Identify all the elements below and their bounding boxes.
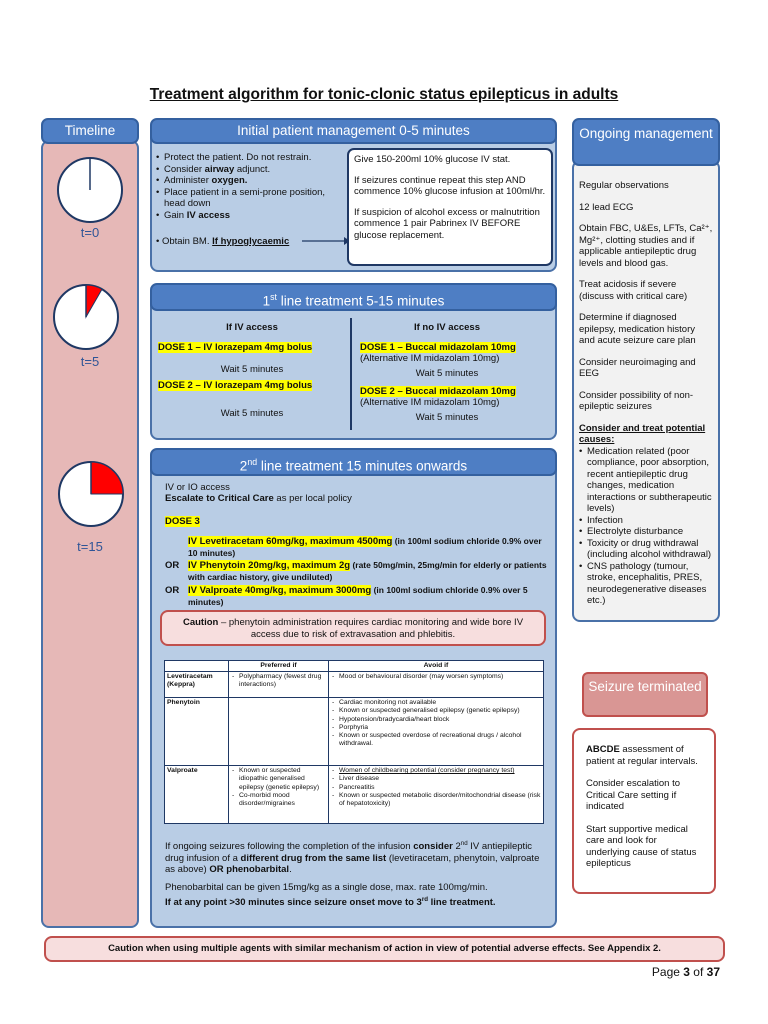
clock-elapsed-sector (91, 462, 123, 494)
iv-dose2: DOSE 2 – IV lorazepam 4mg bolus (158, 380, 313, 391)
ongoing-item: Consider neuroimaging and EEG (579, 356, 696, 379)
clock-t0-icon (55, 155, 125, 225)
escalation-text: Consider escalation to Critical Care setting if indicated (586, 778, 680, 812)
seizure-terminated-header: Seizure terminated (582, 672, 708, 717)
table-row: Phenytoin - Cardiac monitoring not available - Known or suspected generalised epilepsy (genetic epilepsy) - Hypotension/bradycardia/heart block - Porphyria - Known or suspected overdose of recreational drugs / alcohol withdrawal. (165, 698, 544, 766)
cause-item: • Toxicity or drug withdrawal (including alcohol withdrawal) (579, 538, 713, 561)
initial-bullet: • Consider airway adjunct. (156, 164, 336, 176)
no-iv-alt2: (Alternative IM midazolam 10mg) (360, 397, 500, 408)
or-label: OR (165, 560, 180, 571)
abcde-text: ABCDE assessment of patient at regular intervals. (586, 744, 698, 767)
clock-t15-icon (56, 459, 126, 529)
obtain-bm: • Obtain BM. If hypoglycaemic (156, 236, 290, 247)
valproate-dose: IV Valproate 40mg/kg, maximum 3000mg (in 100ml sodium chloride 0.9% over 5 minutes) (188, 585, 528, 607)
iv-wait2: Wait 5 minutes (220, 408, 284, 419)
clock-t5-icon (51, 282, 121, 352)
no-iv-wait2: Wait 5 minutes (415, 412, 479, 423)
second-line-header: 2nd line treatment 15 minutes onwards (150, 448, 557, 476)
iv-dose1: DOSE 1 – IV lorazepam 4mg bolus (158, 342, 313, 353)
iv-wait1: Wait 5 minutes (220, 364, 284, 375)
clock-t5-label: t=5 (80, 354, 100, 369)
causes-title: Consider and treat potential causes: (579, 422, 706, 445)
first-line-divider (350, 318, 352, 430)
timeline-column (41, 140, 139, 928)
supportive-care-text: Start supportive medical care and look for underlying cause of status epilepticus (586, 823, 697, 869)
clock-t0-label: t=0 (80, 225, 100, 240)
iv-access-title: If IV access (226, 322, 278, 333)
table-header-preferred: Preferred if (229, 661, 329, 672)
cause-item: • Infection (579, 515, 713, 527)
ongoing-item: Treat acidosis if severe (discuss with critical care) (579, 279, 688, 302)
table-header-blank (165, 661, 229, 672)
arrow-right-icon (302, 236, 350, 246)
page-number: Page 3 of 37 (651, 965, 720, 979)
initial-management-panel (150, 124, 557, 272)
phenytoin-dose: IV Phenytoin 20mg/kg, maximum 2g (rate 50mg/min, 25mg/min for elderly or patients with cardiac history, give undiluted) (188, 560, 547, 582)
initial-bullet: • Protect the patient. Do not restrain. (156, 152, 336, 164)
levetiracetam-dose: IV Levetiracetam 60mg/kg, maximum 4500mg (in 100ml sodium chloride 0.9% over 10 minutes) (188, 536, 542, 558)
phenytoin-caution-box: Caution – phenytoin administration requires cardiac monitoring and wide bore IV access due to risk of extravasation and phlebitis. (160, 610, 546, 646)
no-iv-wait1: Wait 5 minutes (415, 368, 479, 379)
no-iv-alt1: (Alternative IM midazolam 10mg) (360, 353, 500, 364)
drug-choice-table (164, 660, 544, 824)
seizure-terminated-box (572, 728, 716, 894)
ongoing-item: 12 lead ECG (579, 201, 634, 213)
ongoing-item: Regular observations (579, 180, 669, 191)
glucose-box: Give 150-200ml 10% glucose IV stat. If seizures continue repeat this step AND commence 10% glucose infusion at 100ml/hr. If suspicion of alcohol excess or malnutrition commence 1 pair Pabrinex IV BEFORE glucose replacement. (347, 148, 553, 266)
ongoing-seizures-text: If ongoing seizures following the completion of the infusion consider 2nd IV antiepileptic drug infusion of a different drug from the same list (levetiracetam, phenytoin, valproate as above) OR phenobarbital. (165, 840, 540, 876)
ongoing-management-panel (572, 160, 720, 622)
ongoing-management-header: Ongoing management (572, 118, 720, 166)
no-iv-dose1: DOSE 1 – Buccal midazolam 10mg (360, 342, 516, 353)
cause-item: • Medication related (poor compliance, poor absorption, recent antiepileptic drug changes, medication interactions or subtherapeutic levels) (579, 446, 713, 515)
no-iv-dose2: DOSE 2 – Buccal midazolam 10mg (360, 386, 516, 397)
second-line-panel (150, 456, 557, 928)
ongoing-item: Obtain FBC, U&Es, LFTs, Ca²⁺, Mg²⁺, clotting studies and if applicable antiepileptic drug levels and blood gas. (579, 223, 713, 269)
first-line-header: 1st line treatment 5-15 minutes (150, 283, 557, 311)
footer-caution-box: Caution when using multiple agents with similar mechanism of action in view of potential adverse effects. See Appendix 2. (44, 936, 725, 962)
initial-bullet: • Gain IV access (156, 210, 336, 222)
initial-management-header: Initial patient management 0-5 minutes (150, 118, 557, 144)
initial-bullets (156, 152, 336, 221)
ongoing-item: Consider possibility of non-epileptic seizures (579, 389, 694, 412)
dose3-label: DOSE 3 (165, 516, 200, 527)
table-header-avoid: Avoid if (329, 661, 544, 672)
causes-list (579, 446, 713, 607)
cause-item: • CNS pathology (tumour, stroke, encephalitis, PRES, neurodegenerative diseases etc.) (579, 561, 713, 607)
phenobarbital-text: Phenobarbital can be given 15mg/kg as a single dose, max. rate 100mg/min. (165, 882, 488, 893)
third-line-text: If at any point >30 minutes since seizure onset move to 3rd line treatment. (165, 896, 496, 909)
table-row: Valproate - Known or suspected idiopathic generalised epilepsy (genetic epilepsy) - Co-morbid mood disorder/migraines - Women of childbearing potential (consider pregnancy test) - Liver disease - Pancreatitis - Known or suspected metabolic disorder/mitochondrial disease (risk of hepatotoxicity) (165, 766, 544, 824)
clock-t15-label: t=15 (77, 539, 103, 554)
table-row: Levetiracetam (Keppra) - Polypharmacy (fewest drug interactions) - Mood or behavioural disorder (may worsen symptoms) (165, 672, 544, 698)
escalate-critical-care: Escalate to Critical Care as per local policy (165, 493, 352, 504)
page-title: Treatment algorithm for tonic-clonic status epilepticus in adults (149, 86, 619, 103)
timeline-header: Timeline (41, 118, 139, 144)
cause-item: • Electrolyte disturbance (579, 526, 713, 538)
initial-bullet: • Place patient in a semi-prone position, head down (156, 187, 336, 210)
no-iv-access-title: If no IV access (413, 322, 480, 333)
initial-bullet: • Administer oxygen. (156, 175, 336, 187)
ongoing-item: Determine if diagnosed epilepsy, medication history and acute seizure care plan (579, 312, 696, 346)
iv-io-access: IV or IO access (165, 482, 230, 493)
or-label: OR (165, 585, 180, 596)
